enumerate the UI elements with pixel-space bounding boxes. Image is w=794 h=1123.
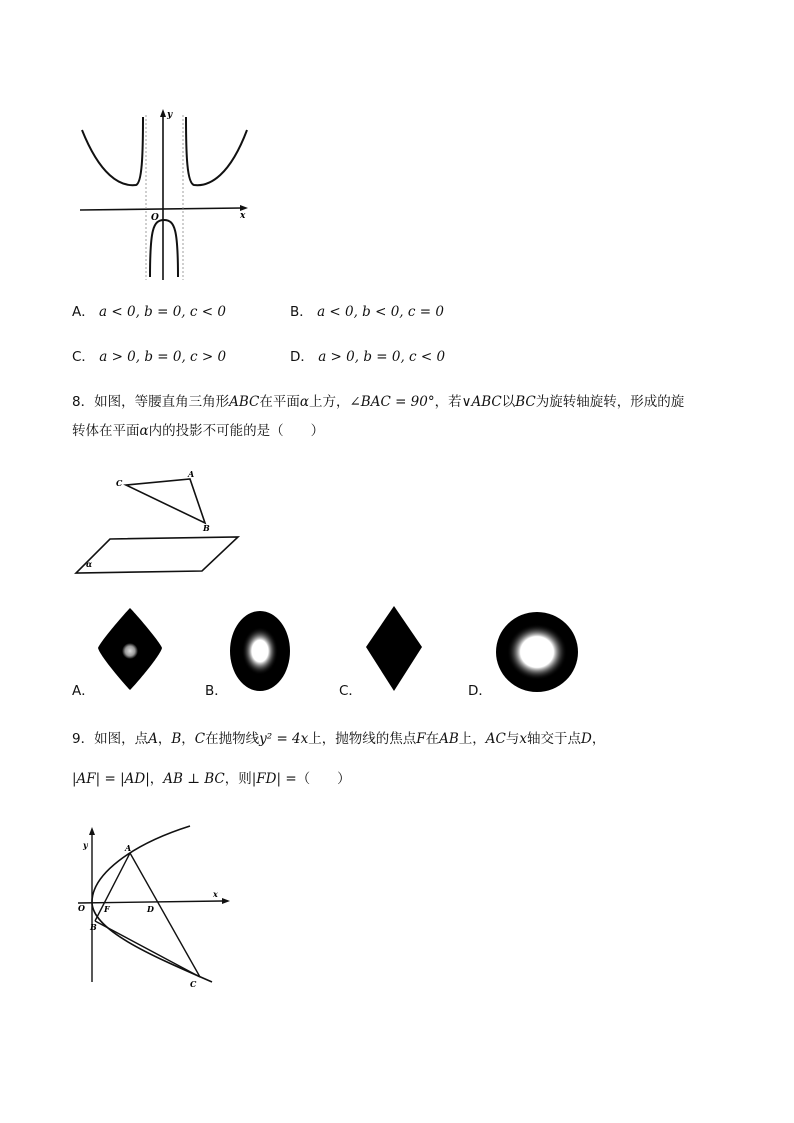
q8-text: 8．如图，等腰直角三角形 [72, 394, 230, 410]
q8-math: α [299, 394, 309, 410]
q8-option-a-letter[interactable]: A． [72, 683, 95, 699]
q9-text: 在 [425, 731, 440, 747]
q7-y-arrow-icon [160, 109, 166, 117]
q7-label-o: O [151, 213, 159, 223]
q9-math: |FD| = [251, 771, 297, 787]
q7-option-b[interactable] [290, 302, 444, 322]
q8-math: ∨ABC [461, 394, 502, 410]
q9-math: B [171, 731, 182, 747]
q7-option-a[interactable] [72, 302, 226, 322]
q9-math: F [416, 731, 426, 747]
q7-option-d-letter: D． [290, 349, 314, 365]
q9-stem-line2 [72, 769, 351, 789]
q8-option-shapes [60, 600, 590, 700]
q9-math: |AF| = |AD| [72, 771, 150, 787]
q9-text: ， [157, 731, 172, 747]
q9-math: x [519, 731, 528, 747]
q9-text: 9．如图，点 [72, 731, 149, 747]
q8-shape-d-center [507, 624, 567, 680]
q9-stem-line1 [72, 729, 605, 749]
q9-text: 上，抛物线的焦点 [308, 731, 417, 747]
q7-option-b-letter: B． [290, 304, 313, 320]
q7-left-branch [82, 117, 143, 185]
q9-label-c: C [190, 979, 197, 989]
q8-math: BC [515, 394, 536, 410]
q8-plane-alpha [76, 537, 238, 573]
q8-math: α [139, 423, 149, 439]
q9-text: 上， [458, 731, 486, 747]
q7-label-x: x [240, 211, 246, 221]
q9-label-d: D [147, 904, 154, 914]
q9-segment-ab [95, 853, 130, 921]
q8-text: 为旋转轴旋转，形成的旋 [535, 394, 685, 410]
q9-text: ，则 [224, 771, 252, 787]
q8-label-a: A [188, 469, 195, 479]
q9-y-arrow-icon [89, 827, 95, 835]
q9-text: （ ） [296, 771, 351, 787]
q9-text: 与 [505, 731, 520, 747]
q8-triangle-abc [126, 479, 205, 523]
q9-math: y² = 4x [259, 731, 309, 747]
q7-x-axis [80, 208, 242, 210]
q9-math: C [194, 731, 206, 747]
q9-label-y: y [83, 840, 88, 850]
q8-option-d-letter[interactable]: D． [468, 683, 492, 699]
q8-text: 在平面 [259, 394, 300, 410]
q8-math: ABC [229, 394, 260, 410]
q9-x-axis [78, 901, 222, 903]
q8-shape-a-center [122, 643, 138, 659]
q9-text: ， [181, 731, 195, 747]
q9-label-o: O [78, 903, 85, 913]
q9-math: AB ⊥ BC [163, 771, 225, 787]
q9-label-a: A [125, 843, 132, 853]
q8-triangle-plane-figure [70, 468, 250, 578]
q7-option-c-expr: a > 0, b = 0, c > 0 [99, 349, 227, 365]
q7-option-a-expr: a < 0, b = 0, c < 0 [99, 304, 226, 320]
q7-label-y: y [167, 110, 173, 120]
q7-function-graph [70, 105, 260, 285]
q9-math: AB [439, 731, 459, 747]
q9-text: ， [591, 731, 606, 747]
q9-math: D [581, 731, 592, 747]
q8-option-b-letter[interactable]: B． [205, 683, 228, 699]
q7-option-a-letter: A． [72, 304, 95, 320]
q7-option-d[interactable] [290, 347, 445, 367]
q9-label-b: B [90, 922, 97, 932]
q9-label-x: x [213, 889, 218, 899]
q7-option-d-expr: a > 0, b = 0, c < 0 [318, 349, 446, 365]
q9-parabola-figure [70, 820, 240, 990]
q9-label-f: F [104, 904, 110, 914]
q8-stem-line2 [72, 421, 324, 441]
q7-option-b-expr: a < 0, b < 0, c = 0 [317, 304, 444, 320]
q7-middle-branch [150, 220, 178, 277]
q9-text: 轴交于点 [527, 731, 582, 747]
q8-text: 转体在平面 [72, 423, 140, 439]
q8-text: ，若 [434, 394, 462, 410]
q9-text: 在抛物线 [205, 731, 260, 747]
q8-text: 内的投影不可能的是（ ） [148, 423, 325, 439]
q8-text: 上方， [308, 394, 350, 410]
q8-shape-c [366, 606, 422, 691]
q9-text: ， [149, 771, 164, 787]
q8-label-b: B [203, 523, 210, 533]
q8-text: 以 [501, 394, 516, 410]
q7-right-branch [186, 117, 247, 185]
q9-math: AC [485, 731, 506, 747]
q8-math: ∠BAC = 90° [349, 394, 435, 410]
q9-x-arrow-icon [222, 898, 230, 904]
q7-option-c[interactable] [72, 347, 226, 367]
q8-shape-b-center [242, 627, 278, 675]
q7-option-c-letter: C． [72, 349, 95, 365]
q9-math: A [148, 731, 158, 747]
q8-stem-line1 [72, 392, 684, 412]
q8-label-alpha: α [86, 559, 93, 569]
q8-option-c-letter[interactable]: C． [339, 683, 362, 699]
q8-label-c: C [116, 478, 123, 488]
